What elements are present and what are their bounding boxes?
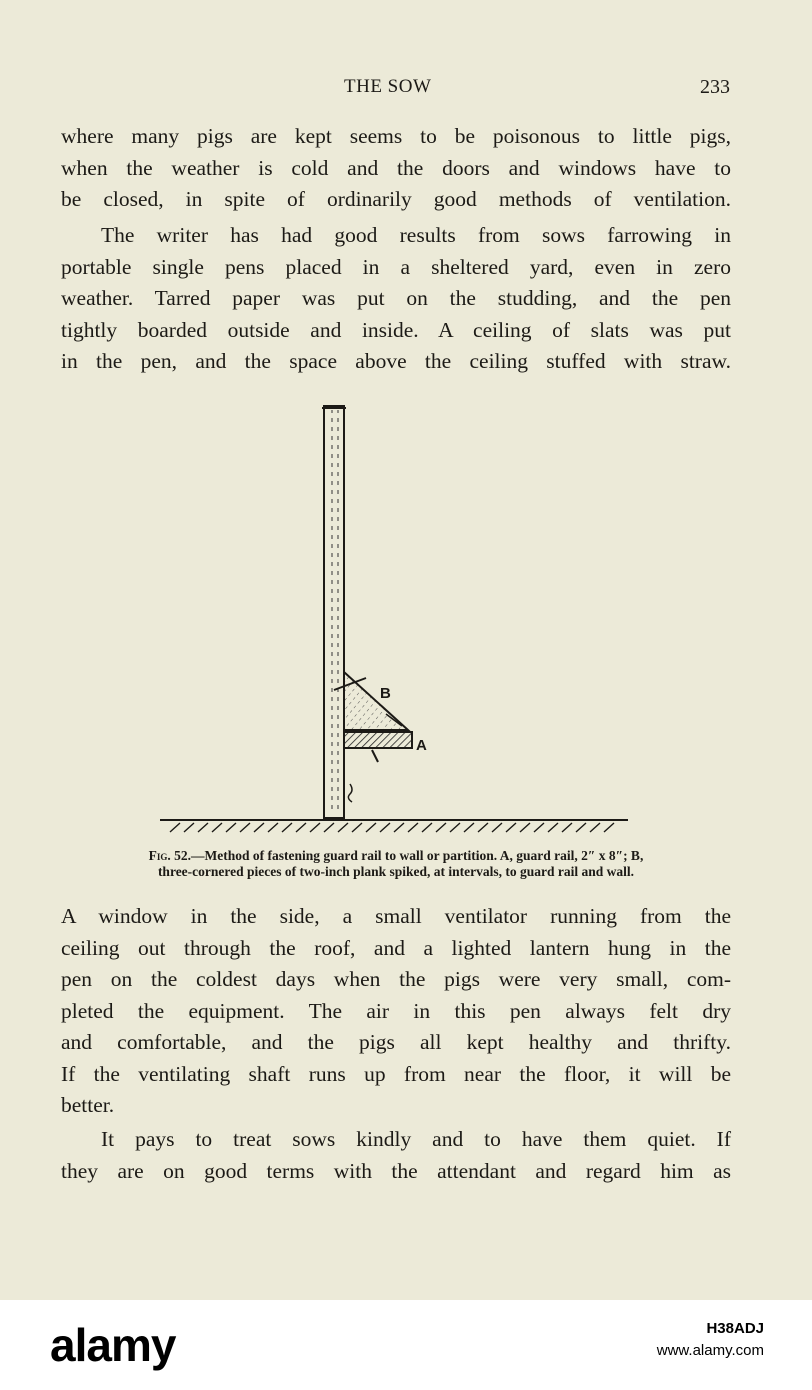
running-title: THE SOW [344, 76, 432, 97]
caption-label: Fig. 52. [148, 848, 192, 863]
paragraph-3 [61, 901, 731, 1122]
nail-mark [348, 784, 352, 802]
paragraph-1 [61, 121, 731, 216]
label-b: B [380, 685, 391, 702]
text-line: portable single pens placed in a sheltered yard, even in zero [61, 254, 731, 279]
text-line: tightly boarded outside and inside. A ceiling of slats was put [61, 317, 731, 342]
text-line: where many pigs are kept seems to be poisonous to little pigs, [61, 124, 731, 148]
text-line: ceiling out through the roof, and a lighted lantern hung in the [61, 935, 731, 960]
text-line: The writer has had good results from sows farrowing in [101, 223, 731, 247]
image-id: H38ADJ [706, 1320, 764, 1337]
figure-caption [60, 848, 732, 880]
guard-rail-a [344, 732, 412, 748]
caption-line-2: three-cornered pieces of two-inch plank spiked, at intervals, to guard rail and wall. [157, 864, 635, 879]
floor-hatching [170, 823, 614, 832]
text-line: and comfortable, and the pigs all kept healthy and thrifty. [61, 1030, 731, 1054]
spike [372, 750, 378, 762]
image-id-block [657, 1318, 764, 1362]
alamy-logo: alamy [50, 1319, 176, 1371]
text-line: pleted the equipment. The air in this pen always felt dry [61, 998, 731, 1023]
text-line: pen on the coldest days when the pigs were very small, com- [61, 967, 731, 991]
text-line: If the ventilating shaft runs up from near the floor, it will be [61, 1061, 731, 1086]
text-line: be closed, in spite of ordinarily good methods of ventilation. [61, 187, 731, 211]
text-line: when the weather is cold and the doors and windows have to [61, 155, 731, 180]
triangle-piece-b [344, 672, 408, 730]
text-line: in the pen, and the space above the ceiling stuffed with straw. [61, 349, 731, 373]
running-head [0, 76, 812, 104]
caption-text-1: —Method of fastening guard rail to wall or partition. A, guard rail, 2″ x 8″; B, [191, 848, 644, 863]
page-number: 233 [700, 76, 730, 98]
guard-rail-figure [150, 400, 640, 840]
text-line: weather. Tarred paper was put on the studding, and the pen [61, 286, 731, 310]
text-line: they are on good terms with the attendant and regard him as [61, 1158, 731, 1183]
text-line: It pays to treat sows kindly and to have them quiet. If [101, 1127, 731, 1151]
paragraph-2 [61, 220, 731, 378]
label-a: A [416, 737, 427, 754]
text-line: A window in the side, a small ventilator running from the [61, 904, 731, 928]
wall-grain [328, 410, 340, 814]
paragraph-4 [61, 1124, 731, 1187]
text-line: better. [61, 1093, 115, 1117]
caption-line-1 [60, 848, 732, 864]
site-url: www.alamy.com [656, 1342, 764, 1359]
